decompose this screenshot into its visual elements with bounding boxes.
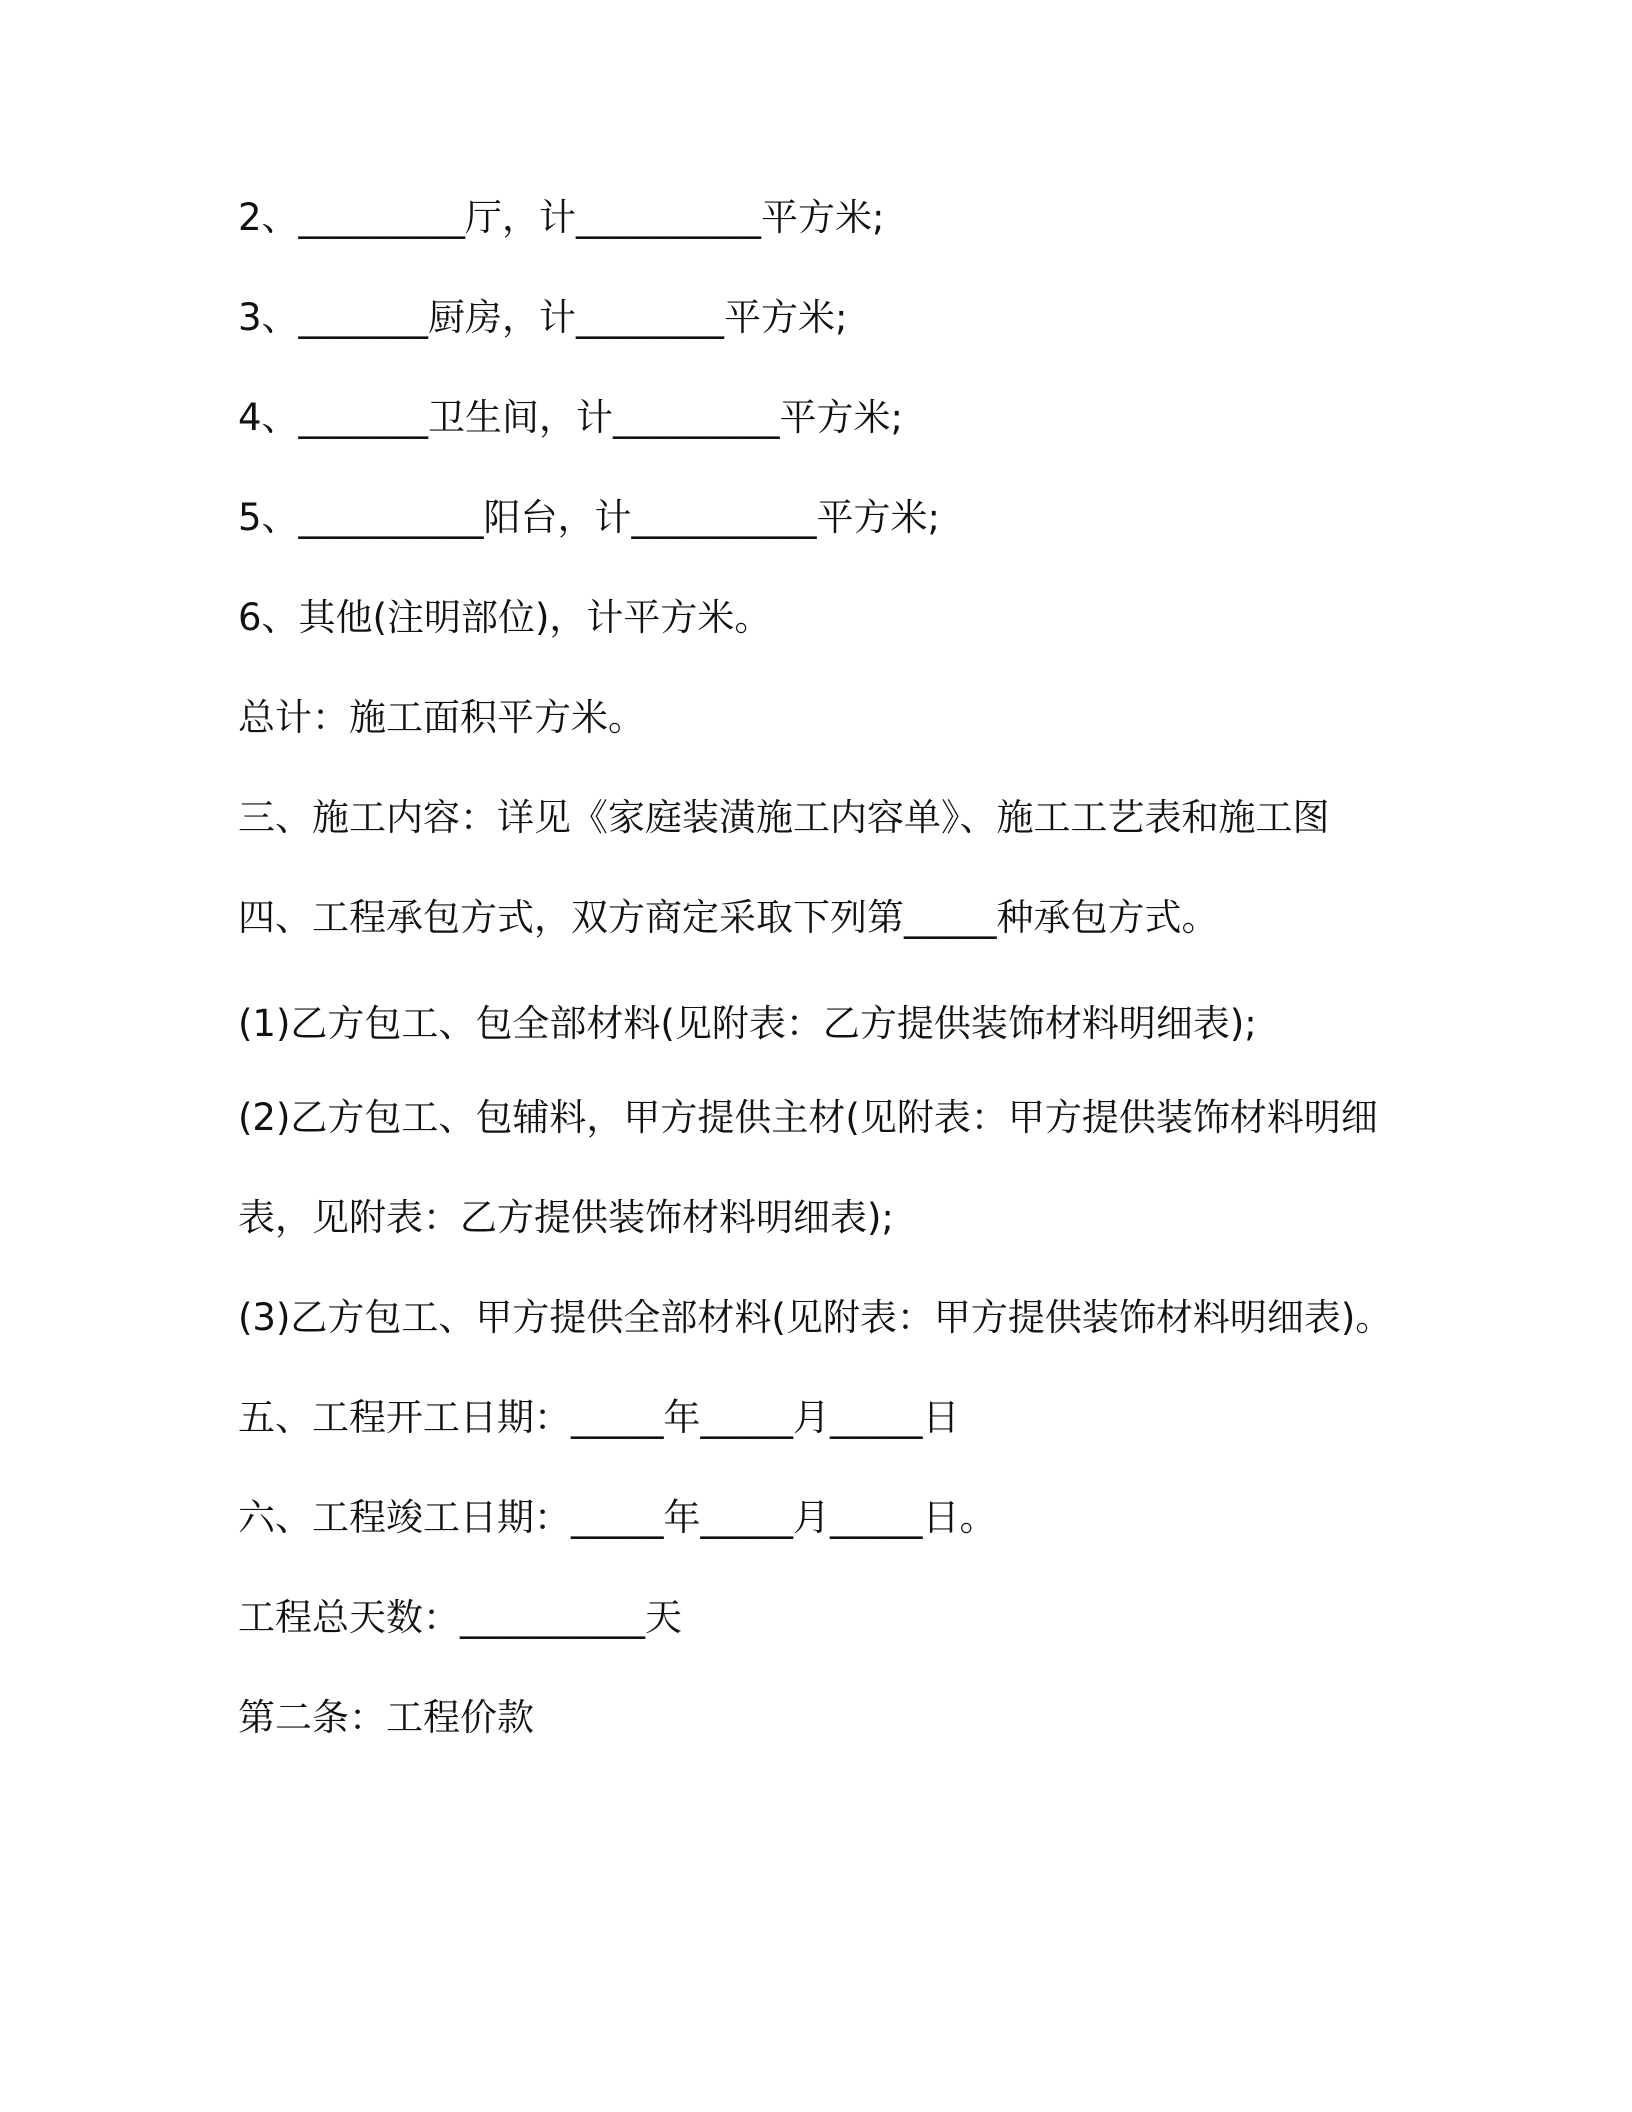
contract-option-2-continued: 表，见附表：乙方提供装饰材料明细表); [238,1196,894,1239]
article-two-heading: 第二条：工程价款 [238,1696,534,1739]
section-construction-content: 三、施工内容：详见《家庭装潢施工内容单》、施工工艺表和施工图 [238,796,1330,839]
section-contract-method: 四、工程承包方式，双方商定采取下列第_____种承包方式。 [238,896,1219,939]
area-item-bathroom: 4、_______卫生间，计_________平方米; [238,396,904,439]
contract-option-3: (3)乙方包工、甲方提供全部材料(见附表：甲方提供装饰材料明细表)。 [238,1296,1393,1339]
section-start-date: 五、工程开工日期：_____年_____月_____日 [238,1396,960,1439]
area-item-other: 6、其他(注明部位)，计平方米。 [238,596,772,639]
area-item-kitchen: 3、_______厨房，计________平方米; [238,296,848,339]
area-item-hall: 2、_________厅，计__________平方米; [238,196,885,239]
total-days: 工程总天数：__________天 [238,1596,682,1639]
area-total: 总计：施工面积平方米。 [238,696,645,739]
contract-option-1: (1)乙方包工、包全部材料(见附表：乙方提供装饰材料明细表); [238,1002,1257,1045]
contract-option-2: (2)乙方包工、包辅料，甲方提供主材(见附表：甲方提供装饰材料明细 [238,1096,1378,1139]
area-item-balcony: 5、__________阳台，计__________平方米; [238,496,941,539]
section-completion-date: 六、工程竣工日期：_____年_____月_____日。 [238,1496,997,1539]
